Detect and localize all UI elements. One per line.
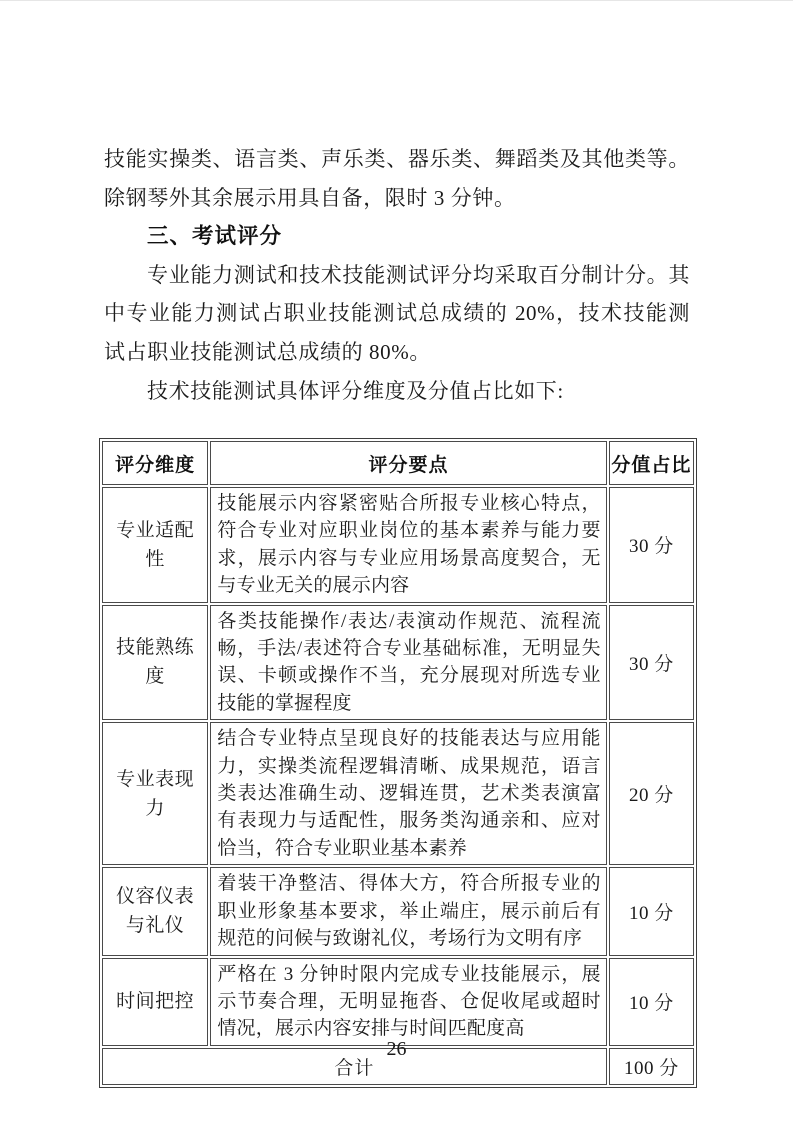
column-header-dimension: 评分维度: [102, 441, 208, 485]
dimension-cell: 时间把控: [102, 958, 208, 1046]
scoring-rubric-table: [99, 438, 697, 1088]
points-cell: 结合专业特点呈现良好的技能表达与应用能力，实操类流程逻辑清晰、成果规范，语言类表达准确生动、逻辑连贯，艺术类表演富有表现力与适配性，服务类沟通亲和、应对恰当，符合专业职业基本素养: [210, 722, 606, 865]
score-cell: 10 分: [609, 867, 694, 955]
table-header-row: [102, 441, 694, 485]
dimension-cell: 仪容仪表与礼仪: [102, 867, 208, 955]
total-label-cell: 合计: [102, 1048, 607, 1085]
table-row: [102, 605, 694, 721]
score-cell: 30 分: [609, 605, 694, 721]
score-cell: 30 分: [609, 487, 694, 603]
score-cell: 10 分: [609, 958, 694, 1046]
points-cell: 严格在 3 分钟时限内完成专业技能展示，展示节奏合理，无明显拖沓、仓促收尾或超时情况，展示内容安排与时间匹配度高: [210, 958, 606, 1046]
points-cell: 技能展示内容紧密贴合所报专业核心特点，符合专业对应职业岗位的基本素养与能力要求，展示内容与专业应用场景高度契合，无与专业无关的展示内容: [210, 487, 606, 603]
table-row: [102, 867, 694, 955]
score-cell: 20 分: [609, 722, 694, 865]
points-cell: 各类技能操作/表达/表演动作规范、流程流畅，手法/表述符合专业基础标准，无明显失误、卡顿或操作不当，充分展现对所选专业技能的掌握程度: [210, 605, 606, 721]
column-header-score: 分值占比: [609, 441, 694, 485]
paragraph-intro: 技能实操类、语言类、声乐类、器乐类、舞蹈类及其他类等。除钢琴外其余展示用具自备，限时 3 分钟。: [104, 147, 690, 210]
table-row: [102, 722, 694, 865]
section-heading: 三、考试评分: [147, 224, 283, 249]
paragraph-table-intro: 技术技能测试具体评分维度及分值占比如下:: [147, 378, 564, 403]
column-header-points: 评分要点: [210, 441, 606, 485]
paragraph-scoring: 专业能力测试和技术技能测试评分均采取百分制计分。其中专业能力测试占职业技能测试总成绩的 20%，技术技能测试占职业技能测试总成绩的 80%。: [104, 262, 690, 364]
page-number: 26: [386, 1038, 407, 1060]
table-row: [102, 487, 694, 603]
dimension-cell: 技能熟练度: [102, 605, 208, 721]
page-content: [104, 140, 690, 410]
table-row: [102, 958, 694, 1046]
points-cell: 着装干净整洁、得体大方，符合所报专业的职业形象基本要求，举止端庄，展示前后有规范的问候与致谢礼仪，考场行为文明有序: [210, 867, 606, 955]
dimension-cell: 专业表现力: [102, 722, 208, 865]
total-score-cell: 100 分: [609, 1048, 694, 1085]
dimension-cell: 专业适配性: [102, 487, 208, 603]
